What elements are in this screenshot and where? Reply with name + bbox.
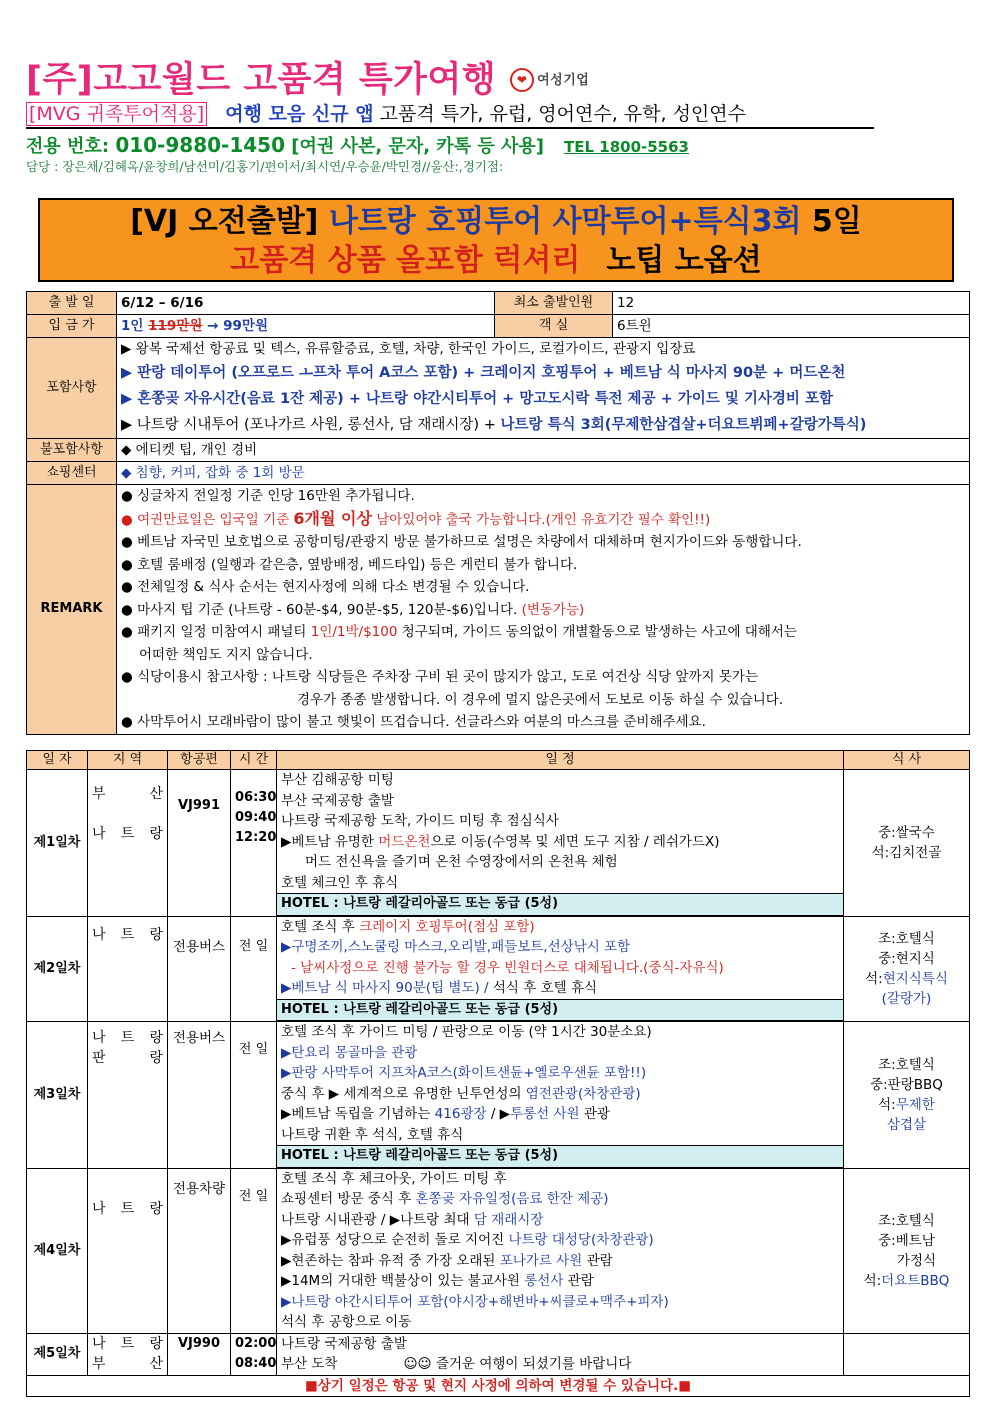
min-value: 12 [613,292,970,315]
schedule-row-day2: 제2일차 나 트 랑 전용버스 전 일 호텔 조식 후 크레이지 호핑투어(점심 포함) ▶구명조끼,스노쿨링 마스크,오리발,패들보트,선상낚시 포함 - 날씨사정으로 진행 불가능 할 경우 빈원더스로 대체됩니다.(중식-자유식) ▶베트남 식 마사지 90분(팁 별도) / 석식 후 호텔 휴식 HOTEL : 나트랑 레갈리아골드 또는 동급 (5성) 조:호텔식 중:현지식 석:현지식특식 (갈랑가) [27,916,970,1022]
price-label: 입 금 가 [27,315,117,338]
info-table [26,291,970,735]
categories: 고품격 특가, 유럽, 영어연수, 유학, 성인연수 [379,103,746,125]
remark-label: REMARK [27,485,117,735]
hotel-day3: HOTEL : 나트랑 레갈리아골드 또는 동급 (5성) [277,1145,844,1168]
excl-content: ◆ 에티켓 팁, 개인 경비 [117,439,970,462]
phone-number[interactable]: 010-9880-1450 [115,133,285,157]
header-tagline [26,101,874,129]
schedule-row-day4: 제4일차 나 트 랑 전용차량 전 일 호텔 조식 후 체크아웃, 가이드 미팅 후 쇼핑센터 방문 중식 후 혼쫑곶 자유일정(음료 한잔 제공) 나트랑 시내관광 / ▶나트랑 최대 담 재래시장 ▶유럽풍 성당으로 순전히 돌로 지어진 나트랑 대성당(차창관광) ▶현존하는 참파 유적 중 가장 오래된 포나가르 사원 관람 ▶14M의 거대한 백불상이 있는 불교사원 롱선사 관람 ▶나트랑 야간시티투어 포함(야시장+해변바+씨클로+맥주+피자) 석식 후 공항으로 이동 조:호텔식 중:베트남 가정식 석:더요트BBQ [27,1168,970,1333]
min-label: 최소 출발인원 [495,292,613,315]
partner-logo-icon: ❤ [510,68,534,92]
schedule-row-day5: 제5일차 나 트 랑 부 산 VJ990 02:00 08:40 나트랑 국제공항 출발 부산 도착 ☺☺ 즐거운 여행이 되셨기를 바랍니다 [27,1333,970,1375]
depart-label: 출 발 일 [27,292,117,315]
schedule-row-day1: 제1일차 부 산 나 트 랑 VJ991 06:30 09:40 12:20 부산 김해공항 미팅 부산 국제공항 출발 나트랑 국제공항 도착, 가이드 미팅 후 점심식사 ▶베트남 유명한 머드온천으로 이동(수영복 및 세면 도구 지참 / 레쉬가드X) 머드 전신욕을 즐기며 온천 수영장에서의 온천욕 체험 호텔 체크인 후 휴식 HOTEL : 나트랑 레갈리아골드 또는 동급 (5성) 중:쌀국수 석:김치전골 [27,770,970,917]
tel-number[interactable]: TEL 1800-5563 [564,138,689,156]
schedule-table [26,750,970,1397]
excl-label: 불포함사항 [27,439,117,462]
col-time: 시 간 [231,751,277,770]
col-day: 일 자 [27,751,88,770]
product-title-box [38,198,954,282]
product-subtitle: 고품격 상품 올포함 럭셔리 노팁 노옵션 [230,243,762,278]
app-link[interactable]: 여행 모음 신규 앱 [225,103,374,125]
col-region: 지 역 [88,751,168,770]
col-meal: 식 사 [844,751,970,770]
hotel-day1: HOTEL : 나트랑 레갈리아골드 또는 동급 (5성) [277,893,844,916]
incl-label: 포함사항 [27,338,117,439]
price: 1인 119만원 → 99만원 [117,315,495,338]
remark-content: ● 싱글차지 전일정 기준 인당 16만원 추가됩니다. ● 여권만료일은 입국일 기준 6개월 이상 남아있어야 출국 가능합니다.(개인 유효기간 필수 확인!!) ● 베트남 자국민 보호법으로 공항미팅/관광지 방문 불가하므로 설명은 차량에서 대체하며 현지가이드와 동행합니다. ● 호텔 룸배정 (일행과 같은층, 옆방배정, 베드타입) 등은 게런티 불가 합니다. ● 전체일정 & 식사 순서는 현지사정에 의해 다소 변경될 수 있습니다. ● 마사지 팁 기준 (나트랑 - 60분-$4, 90분-$5, 120분-$6)입니다. (변동가능) ● 패키지 일정 미참여시 패널티 1인/1박/$100 청구되며, 가이드 동의없이 개별활동으로 발생하는 사고에 대해서는 어떠한 책임도 지지 않습니다. ● 식당이용시 참고사항 : 나트랑 식당들은 주차장 구비 된 곳이 많지가 않고, 도로 여건상 식당 앞까지 못가는 경우가 종종 발생합니다. 이 경우에 멀지 않은곳에서 도보로 이동 하실 수 있습니다. ● 사막투어시 모래바람이 많이 불고 햇빛이 뜨겁습니다. 선글라스와 여분의 마스크를 준비해주세요. [117,485,970,735]
shop-content: ◆ 침향, 커피, 잡화 중 1회 방문 [117,462,970,485]
room-label: 객 실 [495,315,613,338]
shop-label: 쇼핑센터 [27,462,117,485]
partner-logo: ❤ 여성기업 [510,61,589,101]
hotel-day2: HOTEL : 나트랑 레갈리아골드 또는 동급 (5성) [277,999,844,1022]
col-itinerary: 일 정 [277,751,844,770]
page-header [26,60,966,174]
col-flight: 항공편 [168,751,231,770]
depart-date: 6/12 – 6/16 [117,292,495,315]
mvg-tag: [MVG 귀족투어적용] [26,102,207,126]
phone-line: 전용 번호: 010-9880-1450 [여권 사본, 문자, 카톡 등 사용] TEL 1800-5563 [26,133,689,157]
incl-content: ▶ 왕복 국제선 항공료 및 텍스, 유류할증료, 호텔, 차량, 한국인 가이드, 로컬가이드, 관광지 입장료 ▶ 판랑 데이투어 (오프로드 ㅗ프차 투어 A코스 포함) + 크레이지 호핑투어 + 베트남 식 마사지 90분 + 머드온천 ▶ 혼쫑곶 자유시간(음료 1잔 제공) + 나트랑 야간시티투어 + 망고도시락 특전 제공 + 가이드 및 기사경비 포함 ▶ 나트랑 시내투어 (포나가르 사원, 롱선사, 담 재래시장) + 나트랑 특식 3회(무제한삼겹살+더요트뷔페+갈랑가특식) [117,338,970,439]
footer-notice: ■상기 일정은 항공 및 현지 사정에 의하여 변경될 수 있습니다.■ [27,1375,970,1396]
room-value: 6트윈 [613,315,970,338]
company-title: [주]고고월드 고품격 특가여행 ❤ 여성기업 [26,60,590,100]
staff-list: 담당 : 장은채/김혜옥/윤창희/남선미/김홍기/편이서/최시연/우승윤/박민경//울산:,경기점: [26,159,504,174]
product-title: [VJ 오전출발] 나트랑 호핑투어 사막투어+특식3회 5일 [130,204,862,239]
schedule-row-day3: 제3일차 나 트 랑 판 랑 전용버스 전 일 호텔 조식 후 가이드 미팅 / 판랑으로 이동 (약 1시간 30분소요) ▶탄요리 몽골마을 관광 ▶판랑 사막투어 지프차A코스(화이트샌듄+옐로우샌듄 포함!!) 중식 후 ▶ 세계적으로 유명한 닌투언성의 염전관광(차창관광) ▶베트남 독립을 기념하는 416광장 / ▶투롱선 사원 관광 나트랑 귀환 후 석식, 호텔 휴식 HOTEL : 나트랑 레갈리아골드 또는 동급 (5성) 조:호텔식 중:판랑BBQ 석:무제한 삼겹살 [27,1022,970,1169]
